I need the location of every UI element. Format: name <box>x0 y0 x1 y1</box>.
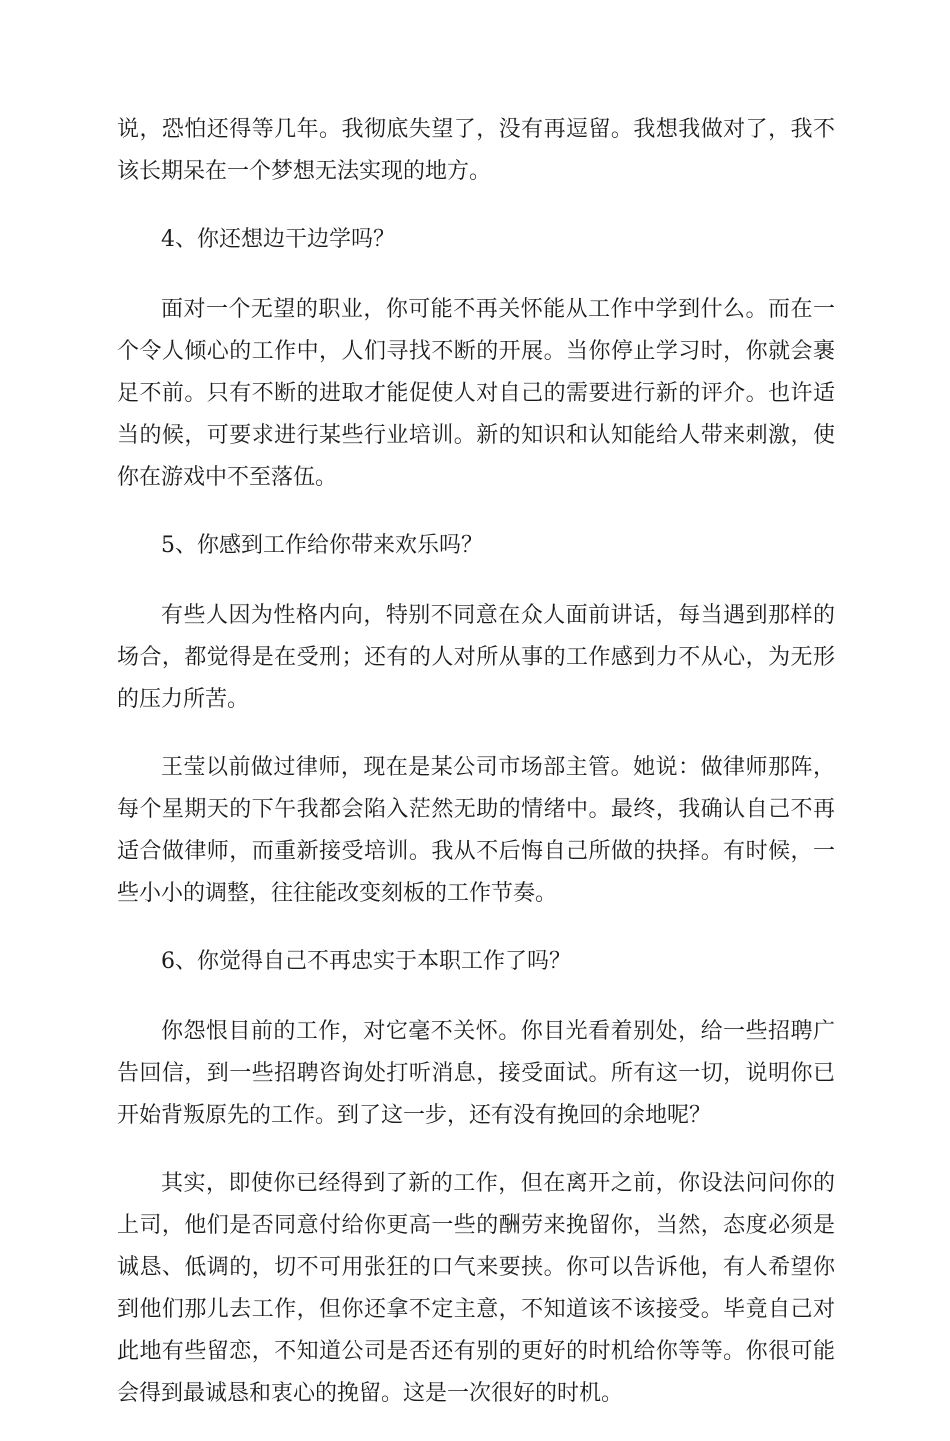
paragraph-wangying: 王莹以前做过律师，现在是某公司市场部主管。她说：做律师那阵，每个星期天的下午我都会陷入茫然无助的情绪中。最终，我确认自己不再适合做律师，而重新接受培训。我从不后悔自己所做的抉择。有时候，一些小小的调整，往往能改变刻板的工作节奏。 <box>117 755 835 906</box>
paragraph-learning: 面对一个无望的职业，你可能不再关怀能从工作中学到什么。而在一个令人倾心的工作中，人们寻找不断的开展。当你停止学习时，你就会裹足不前。只有不断的进取才能促使人对自己的需要进行新的评介。也许适当的候，可要求进行某些行业培训。新的知识和认知能给人带来刺激，使你在游戏中不至落伍。 <box>117 297 835 490</box>
document-body <box>117 109 835 1441</box>
paragraph-retention: 其实，即使你已经得到了新的工作，但在离开之前，你设法问问你的上司，他们是否同意付给你更高一些的酬劳来挽留你，当然，态度必须是诚恳、低调的，切不可用张狂的口气来要挟。你可以告诉他，有人希望你到他们那儿去工作，但你还拿不定主意，不知道该不该接受。毕竟自己对此地有些留恋，不知道公司是否还有别的更好的时机给你等等。你很可能会得到最诚恳和衷心的挽留。这是一次很好的时机。 <box>117 1171 835 1406</box>
paragraph-resentment: 你怨恨目前的工作，对它毫不关怀。你目光看着别处，给一些招聘广告回信，到一些招聘咨询处打听消息，接受面试。所有这一切，说明你已开始背叛原先的工作。到了这一步，还有没有挽回的余地呢？ <box>117 1019 835 1128</box>
paragraph-introvert: 有些人因为性格内向，特别不同意在众人面前讲话，每当遇到那样的场合，都觉得是在受刑；还有的人对所从事的工作感到力不从心，为无形的压力所苦。 <box>117 603 835 712</box>
section-heading-4: 4、你还想边干边学吗？ <box>161 227 395 252</box>
section-heading-5: 5、你感到工作给你带来欢乐吗？ <box>161 533 483 558</box>
section-heading-6: 6、你觉得自己不再忠实于本职工作了吗？ <box>161 949 571 974</box>
paragraph-continuation: 说，恐怕还得等几年。我彻底失望了，没有再逗留。我想我做对了，我不该长期呆在一个梦想无法实现的地方。 <box>117 117 835 184</box>
